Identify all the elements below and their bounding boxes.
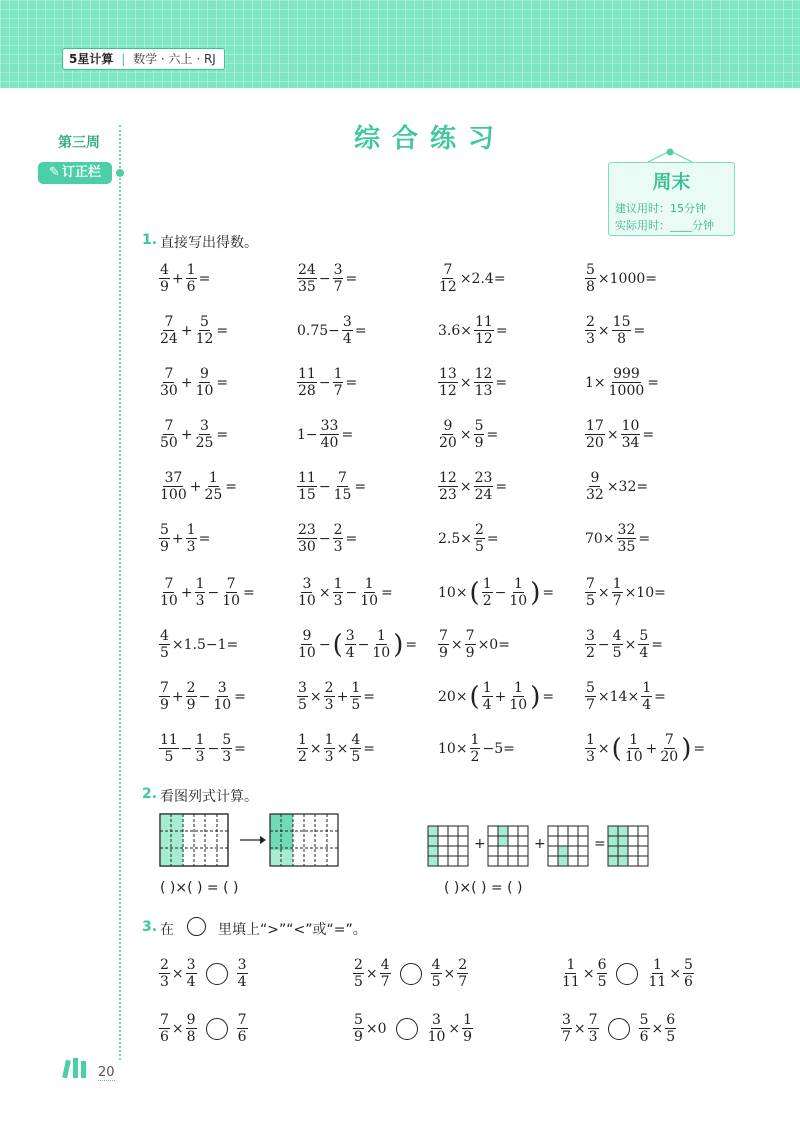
problem: $\frac{24}{35}$ − $\frac{3}{7}$ = bbox=[298, 262, 358, 295]
problem: $\frac{11}{15}$ − $\frac{7}{15}$ = bbox=[298, 470, 367, 503]
problem: $\frac{7}{9}$ + $\frac{2}{9}$ − $\frac{3}{10}$ = bbox=[160, 680, 246, 713]
comparison-problem: $\frac{2}{5}$ × $\frac{4}{7}$ $\frac{4}{5}$ × $\frac{2}{7}$ bbox=[354, 957, 468, 990]
problem: 3.6× $\frac{11}{12}$ = bbox=[438, 314, 508, 347]
problem: $\frac{11}{28}$ − $\frac{1}{7}$ = bbox=[298, 366, 358, 399]
suggested-time: 建议用时：15分钟 bbox=[615, 202, 706, 215]
brand-label: 5星计算 bbox=[69, 52, 114, 66]
header-separator: | bbox=[121, 52, 126, 66]
circle-icon bbox=[187, 917, 206, 936]
problem: $\frac{1}{2}$ × $\frac{1}{3}$ × $\frac{4}{5}$ = bbox=[298, 732, 375, 765]
section-3-number: 3. bbox=[142, 919, 158, 935]
problem: $\frac{7}{50}$ + $\frac{3}{25}$ = bbox=[160, 418, 229, 451]
pencil-icon: ✎ bbox=[49, 165, 60, 180]
weekend-time-card bbox=[608, 162, 735, 236]
books-icon bbox=[62, 1056, 94, 1080]
compare-circle[interactable] bbox=[396, 1018, 418, 1040]
fraction-diagram-left bbox=[156, 812, 346, 872]
problem: $\frac{12}{23}$ × $\frac{23}{24}$ = bbox=[439, 470, 508, 503]
compare-circle[interactable] bbox=[206, 1018, 228, 1040]
problem: $\frac{1}{3}$ × ( $\frac{1}{10}$ + $\frac{7}{20}$ ) = bbox=[586, 732, 706, 765]
problem: $\frac{4}{9}$ + $\frac{1}{6}$ = bbox=[160, 262, 211, 295]
week-label: 第三周 bbox=[58, 135, 100, 151]
problem: $\frac{7}{10}$ + $\frac{1}{3}$ − $\frac{7}{10}$ = bbox=[160, 576, 255, 609]
problem: $\frac{9}{32}$ ×32= bbox=[586, 470, 649, 503]
problem: $\frac{7}{9}$ × $\frac{7}{9}$ ×0= bbox=[439, 628, 510, 661]
compare-circle[interactable] bbox=[608, 1018, 630, 1040]
answer-blank-right[interactable]: ( )×( ) = ( ) bbox=[444, 880, 523, 896]
plus-sign: + bbox=[474, 836, 486, 852]
compare-circle[interactable] bbox=[616, 963, 638, 985]
section-2-number: 2. bbox=[142, 786, 158, 802]
problem: $\frac{7}{24}$ + $\frac{5}{12}$ = bbox=[160, 314, 229, 347]
header-tag bbox=[62, 48, 225, 70]
problem: $\frac{3}{2}$ − $\frac{4}{5}$ × $\frac{5}{4}$ = bbox=[586, 628, 663, 661]
problem: $\frac{9}{10}$ − ( $\frac{3}{4}$ − $\frac{1}{10}$ ) = bbox=[298, 628, 418, 661]
problem: 10× $\frac{1}{2}$ −5= bbox=[438, 732, 515, 765]
section-2-instruction: 看图列式计算。 bbox=[160, 789, 258, 805]
plus-sign: + bbox=[534, 836, 546, 852]
sidebar-divider bbox=[119, 125, 121, 1060]
correction-text: 订正栏 bbox=[61, 165, 101, 180]
problem: $\frac{9}{20}$ × $\frac{5}{9}$ = bbox=[439, 418, 499, 451]
problem: $\frac{13}{12}$ × $\frac{12}{13}$ = bbox=[439, 366, 508, 399]
problem: 20× ( $\frac{1}{4}$ + $\frac{1}{10}$ ) = bbox=[438, 680, 555, 713]
equals-sign: = bbox=[594, 836, 606, 852]
comparison-problem: $\frac{7}{6}$ × $\frac{9}{8}$ $\frac{7}{6}$ bbox=[160, 1012, 247, 1045]
problem: $\frac{7}{5}$ × $\frac{1}{7}$ ×10= bbox=[586, 576, 666, 609]
problem: 10× ( $\frac{1}{2}$ − $\frac{1}{10}$ ) = bbox=[438, 576, 555, 609]
answer-blank-left[interactable]: ( )×( ) = ( ) bbox=[160, 880, 239, 896]
problem: $\frac{3}{5}$ × $\frac{2}{3}$ + $\frac{1}{5}$ = bbox=[298, 680, 375, 713]
compare-circle[interactable] bbox=[400, 963, 422, 985]
problem: $\frac{5}{7}$ ×14× $\frac{1}{4}$ = bbox=[586, 680, 666, 713]
comparison-problem: $\frac{5}{9}$ ×0 $\frac{3}{10}$ × $\frac{1}{9}$ bbox=[354, 1012, 473, 1045]
bullet-dot bbox=[116, 169, 124, 177]
page-number: 20 bbox=[98, 1065, 115, 1080]
comparison-problem: $\frac{1}{11}$ × $\frac{6}{5}$ $\frac{1}{11}$ × $\frac{5}{6}$ bbox=[562, 957, 693, 990]
section-3-pre: 在 bbox=[160, 922, 174, 938]
section-1-number: 1. bbox=[142, 232, 158, 248]
compare-circle[interactable] bbox=[206, 963, 228, 985]
comparison-problem: $\frac{3}{7}$ × $\frac{7}{3}$ $\frac{5}{6}$ × $\frac{6}{5}$ bbox=[562, 1012, 676, 1045]
top-banner bbox=[0, 0, 800, 88]
problem: 0.75− $\frac{3}{4}$ = bbox=[297, 314, 367, 347]
problem: $\frac{7}{12}$ ×2.4= bbox=[439, 262, 506, 295]
problem: $\frac{11}{5}$ − $\frac{1}{3}$ − $\frac{5}{3}$ = bbox=[160, 732, 246, 765]
problem: $\frac{7}{30}$ + $\frac{9}{10}$ = bbox=[160, 366, 229, 399]
problem: $\frac{2}{3}$ × $\frac{15}{8}$ = bbox=[586, 314, 646, 347]
comparison-problem: $\frac{2}{3}$ × $\frac{3}{4}$ $\frac{3}{4}$ bbox=[160, 957, 247, 990]
problem: 70× $\frac{32}{35}$ = bbox=[585, 522, 651, 555]
section-3-post: 里填上“>”“<”或“=”。 bbox=[218, 922, 367, 938]
problem: $\frac{5}{9}$ + $\frac{1}{3}$ = bbox=[160, 522, 211, 555]
section-1-instruction: 直接写出得数。 bbox=[160, 235, 258, 251]
problem: 2.5× $\frac{2}{5}$ = bbox=[438, 522, 499, 555]
actual-time: 实际用时：____分钟 bbox=[615, 219, 714, 232]
subject-label: 数学 · 六上 · RJ bbox=[133, 52, 216, 66]
correction-column-label bbox=[38, 162, 112, 184]
problem: $\frac{3}{10}$ × $\frac{1}{3}$ − $\frac{1}{10}$ = bbox=[298, 576, 393, 609]
page-title: 综合练习 bbox=[353, 124, 506, 154]
problem: $\frac{23}{30}$ − $\frac{2}{3}$ = bbox=[298, 522, 358, 555]
problem: $\frac{17}{20}$ × $\frac{10}{34}$ = bbox=[586, 418, 655, 451]
card-title: 周末 bbox=[652, 171, 691, 193]
problem: $\frac{37}{100}$ + $\frac{1}{25}$ = bbox=[160, 470, 238, 503]
problem: 1− $\frac{33}{40}$ = bbox=[297, 418, 354, 451]
problem: $\frac{4}{5}$ ×1.5−1= bbox=[160, 628, 239, 661]
problem: $\frac{5}{8}$ ×1000= bbox=[586, 262, 658, 295]
problem: 1× $\frac{999}{1000}$ = bbox=[585, 366, 660, 399]
